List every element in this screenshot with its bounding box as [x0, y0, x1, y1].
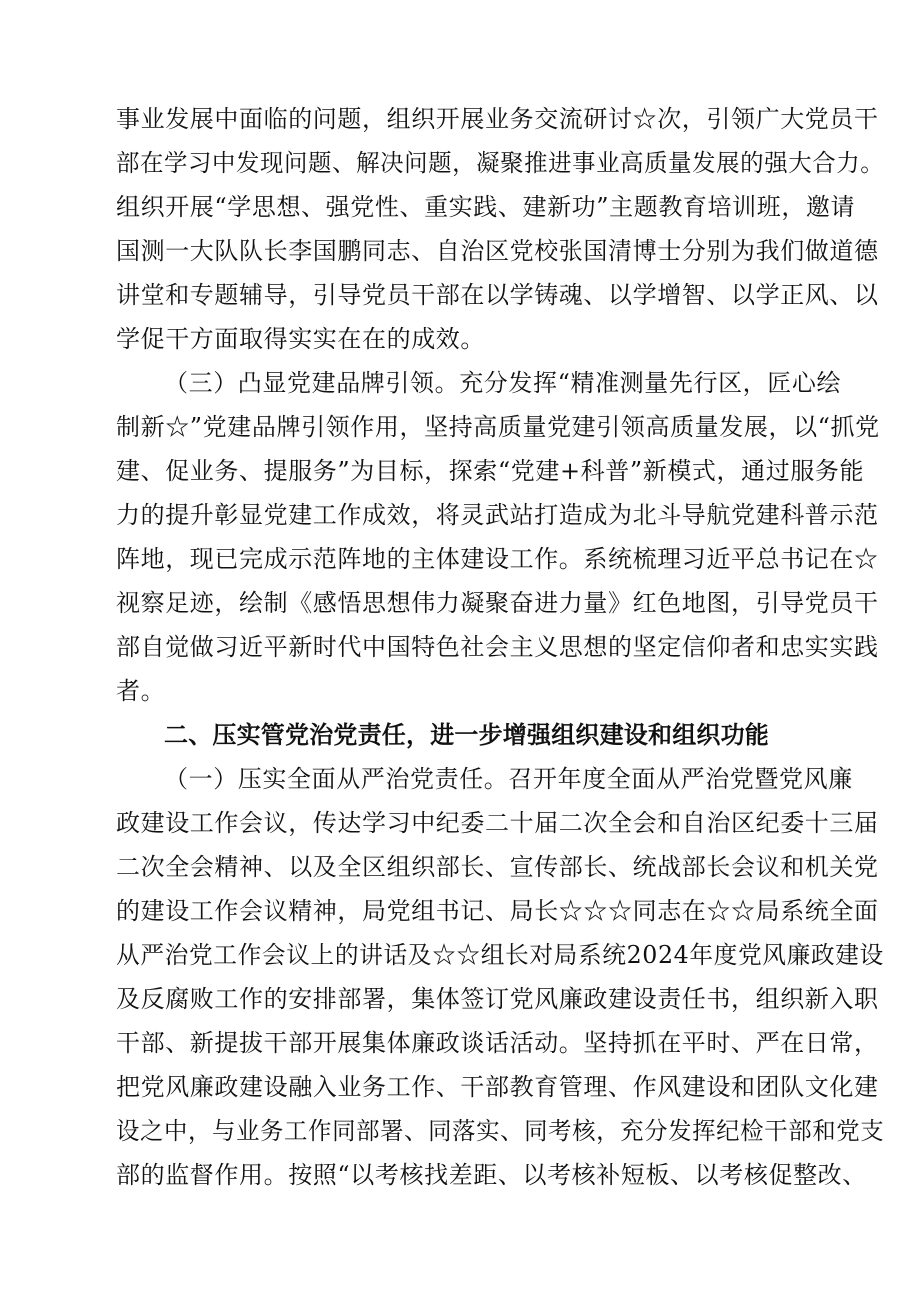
text-line: 设之中，与业务工作同部署、同落实、同考核，充分发挥纪检干部和党支 — [116, 1117, 885, 1145]
text-line: 部的监督作用。按照“以考核找差距、以考核补短板、以考核促整改、 — [116, 1161, 867, 1189]
text-line: 部在学习中发现问题、解决问题，凝聚推进事业高质量发展的强大合力。 — [116, 149, 885, 177]
paragraph-start-line: （一）压实全面从严治党责任。召开年度全面从严治党暨党风廉 — [164, 765, 853, 793]
paragraph-start-line: （三）凸显党建品牌引领。充分发挥“精准测量先行区，匠心绘 — [164, 369, 842, 397]
text-line: 组织开展“学思想、强党性、重实践、建新功”主题教育培训班，邀请 — [116, 193, 856, 221]
text-line: 制新☆”党建品牌引领作用，坚持高质量党建引领高质量发展，以“抓党 — [116, 413, 880, 441]
text-line: 干部、新提拔干部开展集体廉政谈话活动。坚持抓在平时、严在日常， — [116, 1029, 879, 1057]
text-line: 把党风廉政建设融入业务工作、干部教育管理、作风建设和团队文化建 — [116, 1073, 879, 1101]
text-line: 从严治党工作会议上的讲话及☆☆组长对局系统2024年度党风廉政建设 — [116, 941, 884, 969]
text-line: 事业发展中面临的问题，组织开展业务交流研讨☆次，引领广大党员干 — [116, 105, 879, 133]
text-line: 二次全会精神、以及全区组织部长、宣传部长、统战部长会议和机关党 — [116, 853, 879, 881]
text-line: 部自觉做习近平新时代中国特色社会主义思想的坚定信仰者和忠实实践 — [116, 633, 879, 661]
text-line: 阵地，现已完成示范阵地的主体建设工作。系统梳理习近平总书记在☆ — [116, 545, 879, 573]
text-line: 建、促业务、提服务”为目标，探索“党建+科普”新模式，通过服务能 — [116, 457, 865, 485]
text-line: 视察足迹，绘制《感悟思想伟力凝聚奋进力量》红色地图，引导党员干 — [116, 589, 879, 617]
text-line: 的建设工作会议精神，局党组书记、局长☆☆☆同志在☆☆局系统全面 — [116, 897, 879, 925]
text-line: 学促干方面取得实实在在的成效。 — [116, 325, 485, 353]
text-line: 者。 — [116, 677, 166, 705]
text-line: 及反腐败工作的安排部署，集体签订党风廉政建设责任书，组织新入职 — [116, 985, 879, 1013]
text-line: 政建设工作会议，传达学习中纪委二十届二次全会和自治区纪委十三届 — [116, 809, 879, 837]
text-line: 力的提升彰显党建工作成效，将灵武站打造成为北斗导航党建科普示范 — [116, 501, 879, 529]
text-line: 讲堂和专题辅导，引导党员干部在以学铸魂、以学增智、以学正风、以 — [116, 281, 879, 309]
section-heading: 二、压实管党治党责任，进一步增强组织建设和组织功能 — [164, 721, 769, 749]
text-line: 国测一大队队长李国鹏同志、自治区党校张国清博士分别为我们做道德 — [116, 237, 879, 265]
